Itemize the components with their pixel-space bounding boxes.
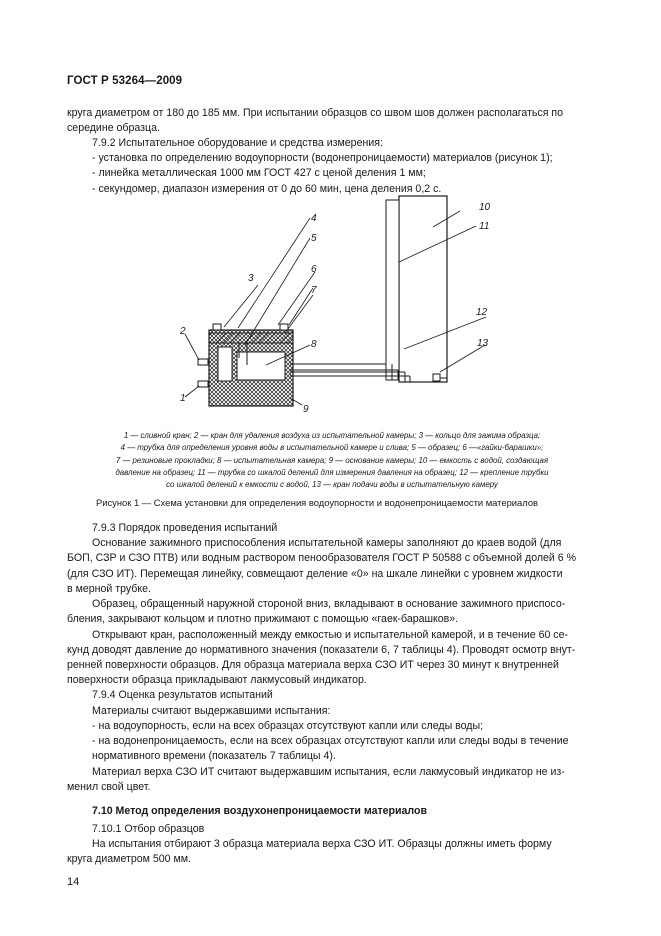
figure-label: 12: [476, 307, 488, 318]
figure-label: 4: [311, 213, 317, 224]
paragraph-line: круга диаметром от 180 до 185 мм. При испытании образцов со швом шов должен располагаться по: [67, 107, 564, 119]
section-heading-7-10: 7.10 Метод определения воздухонепроницаемости материалов: [92, 805, 428, 817]
measuring-tube: [386, 200, 399, 380]
section-heading-7-9-2: 7.9.2 Испытательное оборудование и средства измерения:: [92, 137, 383, 149]
paragraph-line: бления, закрывают кольцом и плотно прижимают с помощью «гаек-барашков».: [67, 613, 459, 625]
figure-label: 13: [477, 338, 489, 349]
figure-label: 8: [311, 339, 317, 350]
paragraph-line: Открывают кран, расположенный между емкостью и испытательной камерой, и в течение 60 се-: [92, 629, 569, 641]
paragraph-line: нормативного времени (показатель 7 таблицы 4).: [92, 750, 336, 762]
valve-13: [433, 374, 440, 381]
paragraph-line: кунд доводят давление до нормативного значения (показатели 6, 7 таблицы 4). Проводят осмотр внут-: [67, 644, 576, 656]
figure-caption: [82, 430, 582, 491]
drain-valve: [198, 381, 208, 387]
paragraph-line: менил свой цвет.: [67, 781, 151, 793]
figure-label: 2: [180, 326, 186, 337]
water-vessel: [399, 196, 447, 382]
list-item: - на водоупорность, если на всех образцах отсутствуют капли или следы воды;: [92, 720, 484, 732]
caption-line: 1 — сливной кран; 2 — кран для удаления воздуха из испытательной камеры; 3 — кольцо для зажима образца;: [123, 431, 541, 440]
paragraph-line: Материал верха СЗО ИТ считают выдержавшим испытания, если лакмусовый индикатор не из-: [92, 766, 565, 778]
caption-line: давление на образец; 11 — трубка со шкалой делений для измерения давления на образец; 12 — крепление трубки: [115, 467, 549, 477]
paragraph-line: середине образца.: [67, 122, 160, 134]
paragraph-line: поверхности образца прикладывают лакмусовый индикатор.: [67, 674, 367, 686]
list-item: - установка по определению водоупорности (водонепроницаемости) материалов (рисунок 1);: [92, 152, 553, 164]
figure-label: 11: [479, 221, 490, 232]
test-chamber: [237, 352, 285, 380]
paragraph-line: БОП, СЗР и СЗО ПТВ) или водным раствором пенообразователя ГОСТ Р 50588 с объемной долей 6 %: [67, 552, 577, 564]
paragraph-line: Материалы считают выдержавшими испытания:: [92, 705, 331, 717]
paragraph-line: Основание зажимного приспособления испытательной камеры заполняют до краев водой (для: [92, 537, 562, 549]
paragraph-line: Образец, обращенный наружной стороной вниз, вкладывают в основание зажимного приспосо-: [92, 598, 566, 610]
wing-nut: [213, 324, 221, 330]
paragraph-line: ренней поверхности образцов. Для образца материала верха СЗО ИТ через 30 минут к внутренней: [67, 659, 559, 671]
figure-title: Рисунок 1 — Схема установки для определения водоупорности и водонепроницаемости материалов: [96, 497, 539, 508]
caption-line: 4 — трубка для определения уровня воды в испытательной камере и слива; 5 — образец; 6 —«гайки-барашки»;: [120, 443, 544, 453]
figure-label: 6: [311, 264, 317, 275]
list-item: - секундомер, диапазон измерения от 0 до 60 мин, цена деления 0,2 с.: [92, 183, 442, 195]
figure-label: 5: [311, 233, 317, 244]
figure-label: 9: [303, 404, 309, 415]
section-heading-7-9-4: 7.9.4 Оценка результатов испытаний: [92, 689, 273, 701]
paragraph-line: На испытания отбирают 3 образца материала верха СЗО ИТ. Образцы должны иметь форму: [92, 838, 552, 850]
caption-line: со шкалой делений к емкости с водой, 13 — кран подачи воды в испытательную камеру: [166, 480, 498, 490]
caption-line: 7 — резиновые прокладки; 8 — испытательная камера; 9 — основание камеры; 10 — емкость с водой, создающая: [115, 455, 549, 465]
figure-label: 1: [180, 393, 186, 404]
paragraph-line: (для СЗО ИТ). Перемещая линейку, совмещают деление «0» на шкале линейки с уровнем жидкости: [67, 568, 563, 580]
wing-nut: [280, 324, 288, 330]
document-header: ГОСТ Р 53264—2009: [67, 75, 183, 87]
paragraph-line: в мерной трубке.: [67, 583, 151, 595]
figure-label: 10: [479, 202, 491, 213]
paragraph-line: круга диаметром 500 мм.: [67, 853, 191, 865]
air-release-valve: [198, 359, 208, 365]
page-number: 14: [67, 876, 80, 888]
section-heading-7-9-3: 7.9.3 Порядок проведения испытаний: [92, 522, 278, 534]
figure-label: 7: [311, 285, 317, 296]
figure-label: 3: [248, 273, 254, 284]
section-heading-7-10-1: 7.10.1 Отбор образцов: [92, 823, 205, 835]
list-item: - на водонепроницаемость, если на всех образцах отсутствуют капли или следы воды в течение: [92, 735, 569, 747]
list-item: - линейка металлическая 1000 мм ГОСТ 427 с ценой деления 1 мм;: [92, 167, 426, 179]
